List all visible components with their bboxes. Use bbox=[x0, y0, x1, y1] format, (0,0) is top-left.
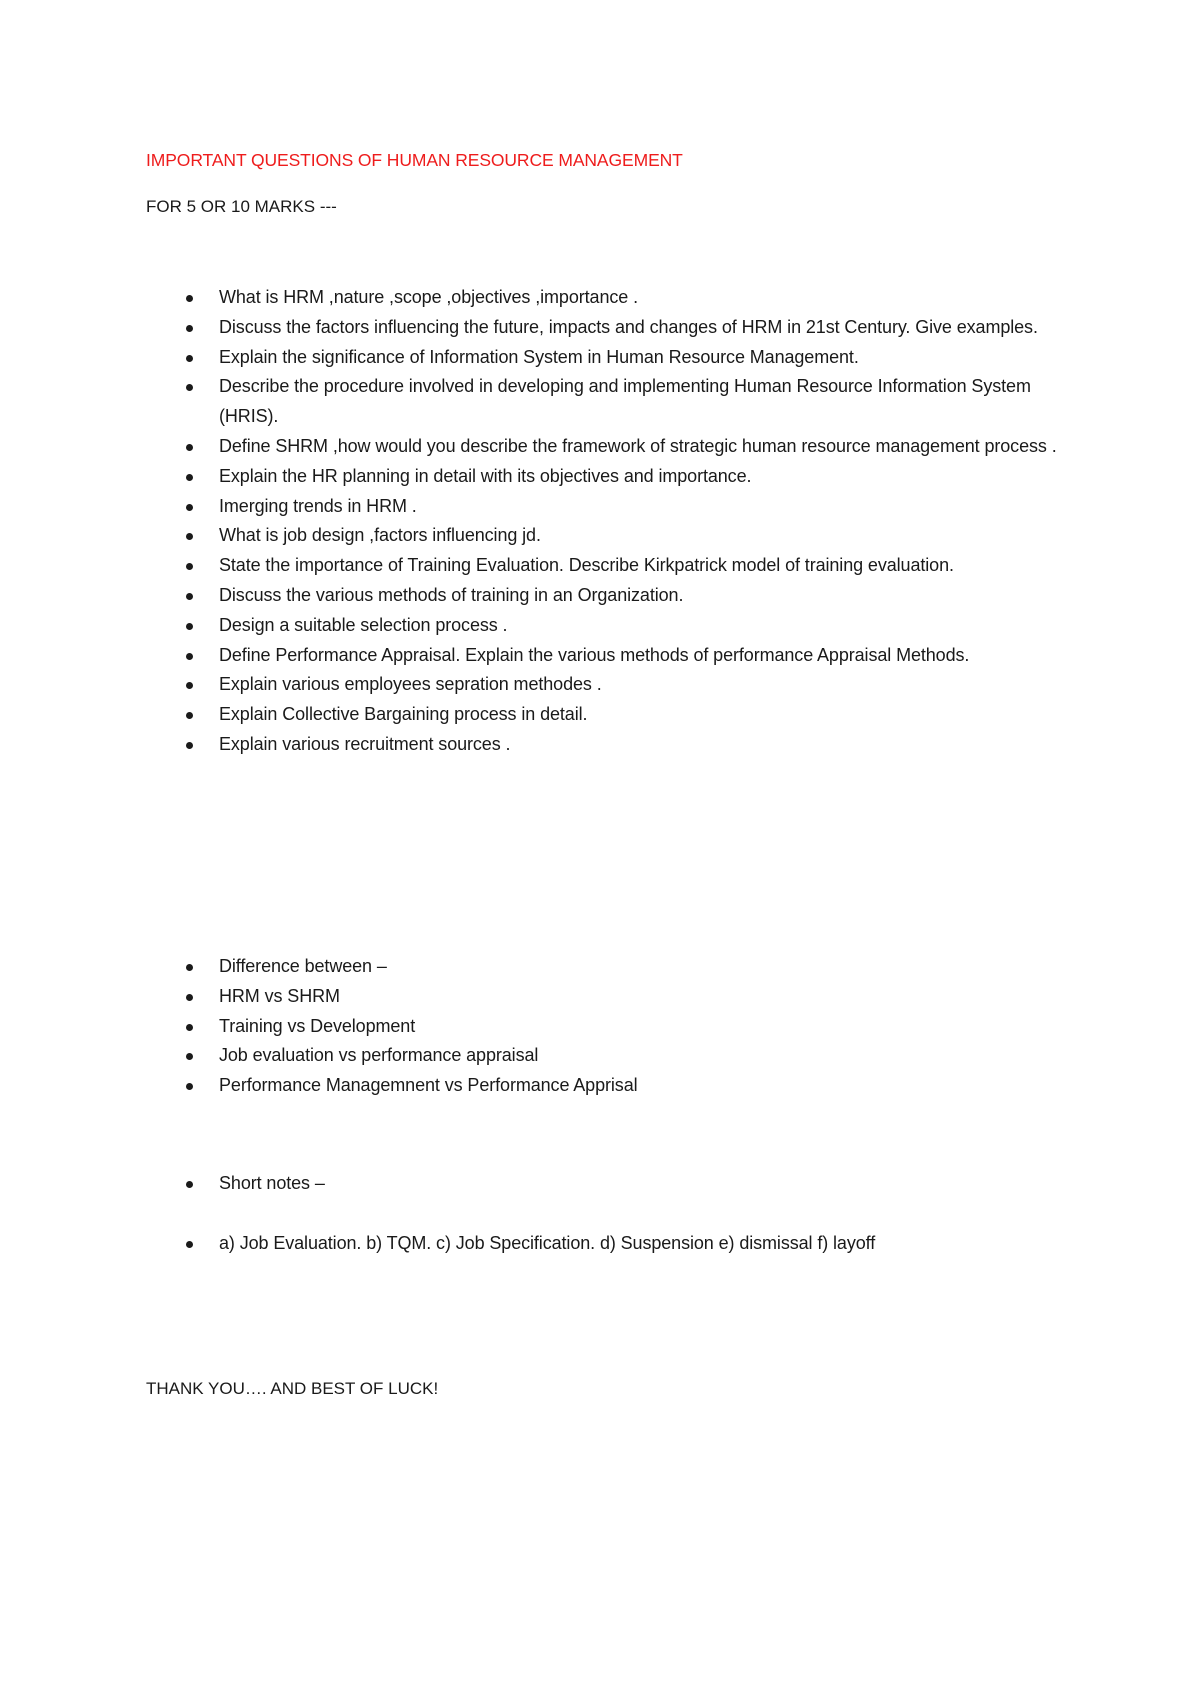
list-item bbox=[146, 462, 1076, 492]
difference-text: Job evaluation vs performance appraisal bbox=[219, 1045, 539, 1066]
difference-text: Training vs Development bbox=[219, 1015, 416, 1036]
list-item bbox=[146, 521, 1076, 551]
list-item bbox=[146, 432, 1076, 462]
list-item bbox=[146, 700, 1076, 730]
bullet-icon bbox=[186, 295, 193, 302]
list-item bbox=[146, 611, 1076, 641]
list-item bbox=[146, 1071, 1076, 1101]
question-text: Explain the significance of Information System in Human Resource Management. bbox=[219, 346, 859, 367]
list-item bbox=[146, 1041, 1076, 1071]
differences-list bbox=[146, 952, 1076, 1101]
list-item bbox=[146, 343, 1076, 373]
list-item bbox=[146, 952, 1076, 982]
bullet-icon bbox=[186, 593, 193, 600]
list-item bbox=[146, 283, 1076, 313]
question-text: Imerging trends in HRM . bbox=[219, 495, 417, 516]
bullet-icon bbox=[186, 653, 193, 660]
difference-text: Performance Managemnent vs Performance Apprisal bbox=[219, 1075, 638, 1096]
short-notes-list bbox=[146, 1229, 1076, 1259]
question-text: Explain various recruitment sources . bbox=[219, 733, 511, 754]
list-item bbox=[146, 1169, 1076, 1199]
question-text: What is HRM ,nature ,scope ,objectives ,importance . bbox=[219, 287, 638, 307]
list-item bbox=[146, 551, 1076, 581]
short-notes-items: a) Job Evaluation. b) TQM. c) Job Specification. d) Suspension e) dismissal f) layoff bbox=[219, 1233, 876, 1253]
question-text: Design a suitable selection process . bbox=[219, 614, 508, 635]
bullet-icon bbox=[186, 1181, 193, 1188]
short-notes-heading: Short notes – bbox=[219, 1173, 325, 1193]
question-text: Define Performance Appraisal. Explain the various methods of performance Appraisal Methods. bbox=[219, 644, 970, 665]
bullet-icon bbox=[186, 563, 193, 570]
bullet-icon bbox=[186, 444, 193, 451]
document-title: IMPORTANT QUESTIONS OF HUMAN RESOURCE MANAGEMENT bbox=[146, 150, 683, 170]
bullet-icon bbox=[186, 1053, 193, 1060]
list-item bbox=[146, 641, 1076, 671]
questions-list bbox=[146, 283, 1076, 760]
bullet-icon bbox=[186, 964, 193, 971]
bullet-icon bbox=[186, 533, 193, 540]
question-text: Define SHRM ,how would you describe the framework of strategic human resource management process . bbox=[219, 435, 1057, 456]
bullet-icon bbox=[186, 623, 193, 630]
bullet-icon bbox=[186, 994, 193, 1001]
list-item bbox=[146, 1229, 1076, 1259]
question-text: Explain the HR planning in detail with its objectives and importance. bbox=[219, 465, 752, 486]
bullet-icon bbox=[186, 384, 193, 391]
difference-text: HRM vs SHRM bbox=[219, 985, 340, 1006]
question-text: What is job design ,factors influencing jd. bbox=[219, 525, 541, 546]
bullet-icon bbox=[186, 712, 193, 719]
question-text: Discuss the factors influencing the future, impacts and changes of HRM in 21st Century. Give examples. bbox=[219, 316, 1038, 337]
question-text: Explain Collective Bargaining process in detail. bbox=[219, 704, 588, 725]
list-item bbox=[146, 313, 1076, 343]
bullet-icon bbox=[186, 355, 193, 362]
list-item bbox=[146, 492, 1076, 522]
bullet-icon bbox=[186, 474, 193, 481]
list-item bbox=[146, 730, 1076, 760]
document-subtitle: FOR 5 OR 10 MARKS --- bbox=[146, 197, 337, 216]
bullet-icon bbox=[186, 682, 193, 689]
bullet-icon bbox=[186, 742, 193, 749]
bullet-icon bbox=[186, 1241, 193, 1248]
question-text: Describe the procedure involved in developing and implementing Human Resource Information System (HRIS). bbox=[219, 376, 1031, 427]
question-text: Explain various employees sepration methodes . bbox=[219, 674, 602, 695]
bullet-icon bbox=[186, 504, 193, 511]
list-item bbox=[146, 372, 1076, 432]
question-text: State the importance of Training Evaluation. Describe Kirkpatrick model of training evaluation. bbox=[219, 555, 954, 576]
list-item bbox=[146, 982, 1076, 1012]
document-footer: THANK YOU…. AND BEST OF LUCK! bbox=[146, 1379, 439, 1398]
bullet-icon bbox=[186, 325, 193, 332]
bullet-icon bbox=[186, 1024, 193, 1031]
list-item bbox=[146, 670, 1076, 700]
list-item bbox=[146, 581, 1076, 611]
question-text: Discuss the various methods of training in an Organization. bbox=[219, 584, 684, 605]
short-notes-heading-list bbox=[146, 1169, 1076, 1199]
difference-text: Difference between – bbox=[219, 956, 387, 976]
list-item bbox=[146, 1012, 1076, 1042]
bullet-icon bbox=[186, 1083, 193, 1090]
